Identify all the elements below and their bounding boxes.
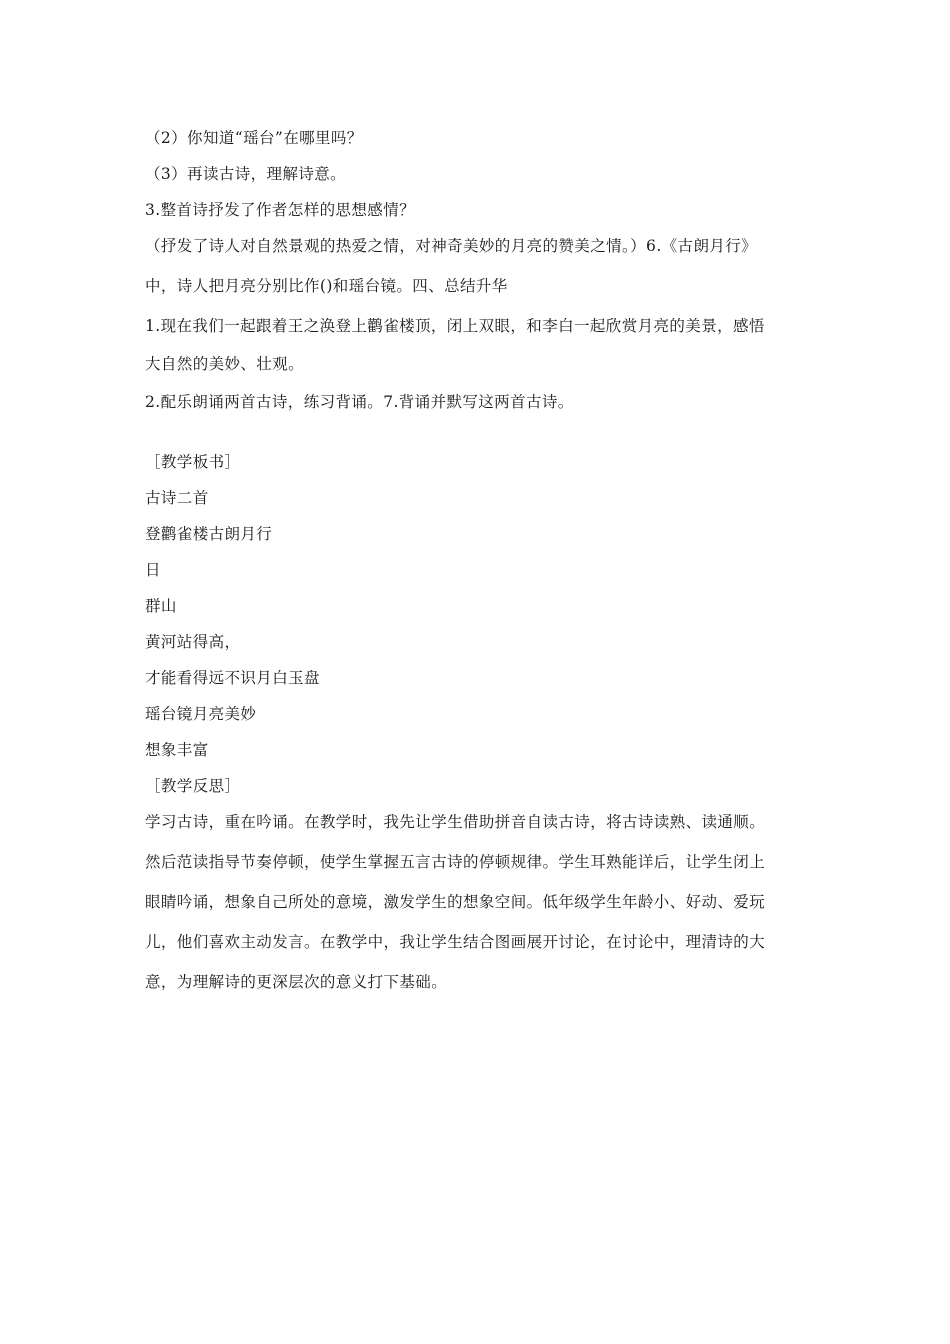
board-imagination: 想象丰富 xyxy=(145,741,209,759)
summary-1: 1.现在我们一起跟着王之涣登上鹳雀楼顶，闭上双眼，和李白一起欣赏月亮的美景，感悟 xyxy=(145,317,765,335)
summary-1-cont: 大自然的美妙、壮观。 xyxy=(145,355,305,373)
reflection-heading: ［教学反思］ xyxy=(145,777,241,795)
reflection-line-5: 意，为理解诗的更深层次的意义打下基础。 xyxy=(145,973,448,991)
reflection-line-3: 眼睛吟诵，想象自己所处的意境，激发学生的想象空间。低年级学生年龄小、好动、爱玩 xyxy=(145,893,766,911)
reflection-line-4: 儿，他们喜欢主动发言。在教学中，我让学生结合图画展开讨论，在讨论中，理清诗的大 xyxy=(145,933,766,951)
board-river: 黄河站得高， xyxy=(145,633,241,651)
board-title: 古诗二首 xyxy=(145,489,209,507)
board-poem-titles: 登鹳雀楼古朗月行 xyxy=(145,525,273,543)
summary-2: 2.配乐朗诵两首古诗，练习背诵。7.背诵并默写这两首古诗。 xyxy=(145,393,574,411)
board-heading: ［教学板书］ xyxy=(145,453,241,471)
board-mirror: 瑶台镜月亮美妙 xyxy=(145,705,257,723)
reflection-line-2: 然后范读指导节奏停顿，使学生掌握五言古诗的停顿规律。学生耳熟能详后，让学生闭上 xyxy=(145,853,766,871)
reflection-line-1: 学习古诗，重在吟诵。在教学时，我先让学生借助拼音自读古诗，将古诗读熟、读通顺。 xyxy=(145,813,766,831)
answer-emotion-cont: 中，诗人把月亮分别比作()和瑶台镜。四、总结升华 xyxy=(145,277,508,295)
board-sun: 日 xyxy=(145,561,161,579)
board-see-far: 才能看得远不识月白玉盘 xyxy=(145,669,320,687)
answer-emotion: （抒发了诗人对自然景观的热爱之情，对神奇美妙的月亮的赞美之情。）6.《古朗月行》 xyxy=(145,237,758,255)
question-2: （2）你知道“瑶台”在哪里吗？ xyxy=(145,129,363,147)
question-3: （3）再读古诗，理解诗意。 xyxy=(145,165,347,183)
board-mountains: 群山 xyxy=(145,597,177,615)
question-emotion: 3.整首诗抒发了作者怎样的思想感情？ xyxy=(145,201,415,219)
